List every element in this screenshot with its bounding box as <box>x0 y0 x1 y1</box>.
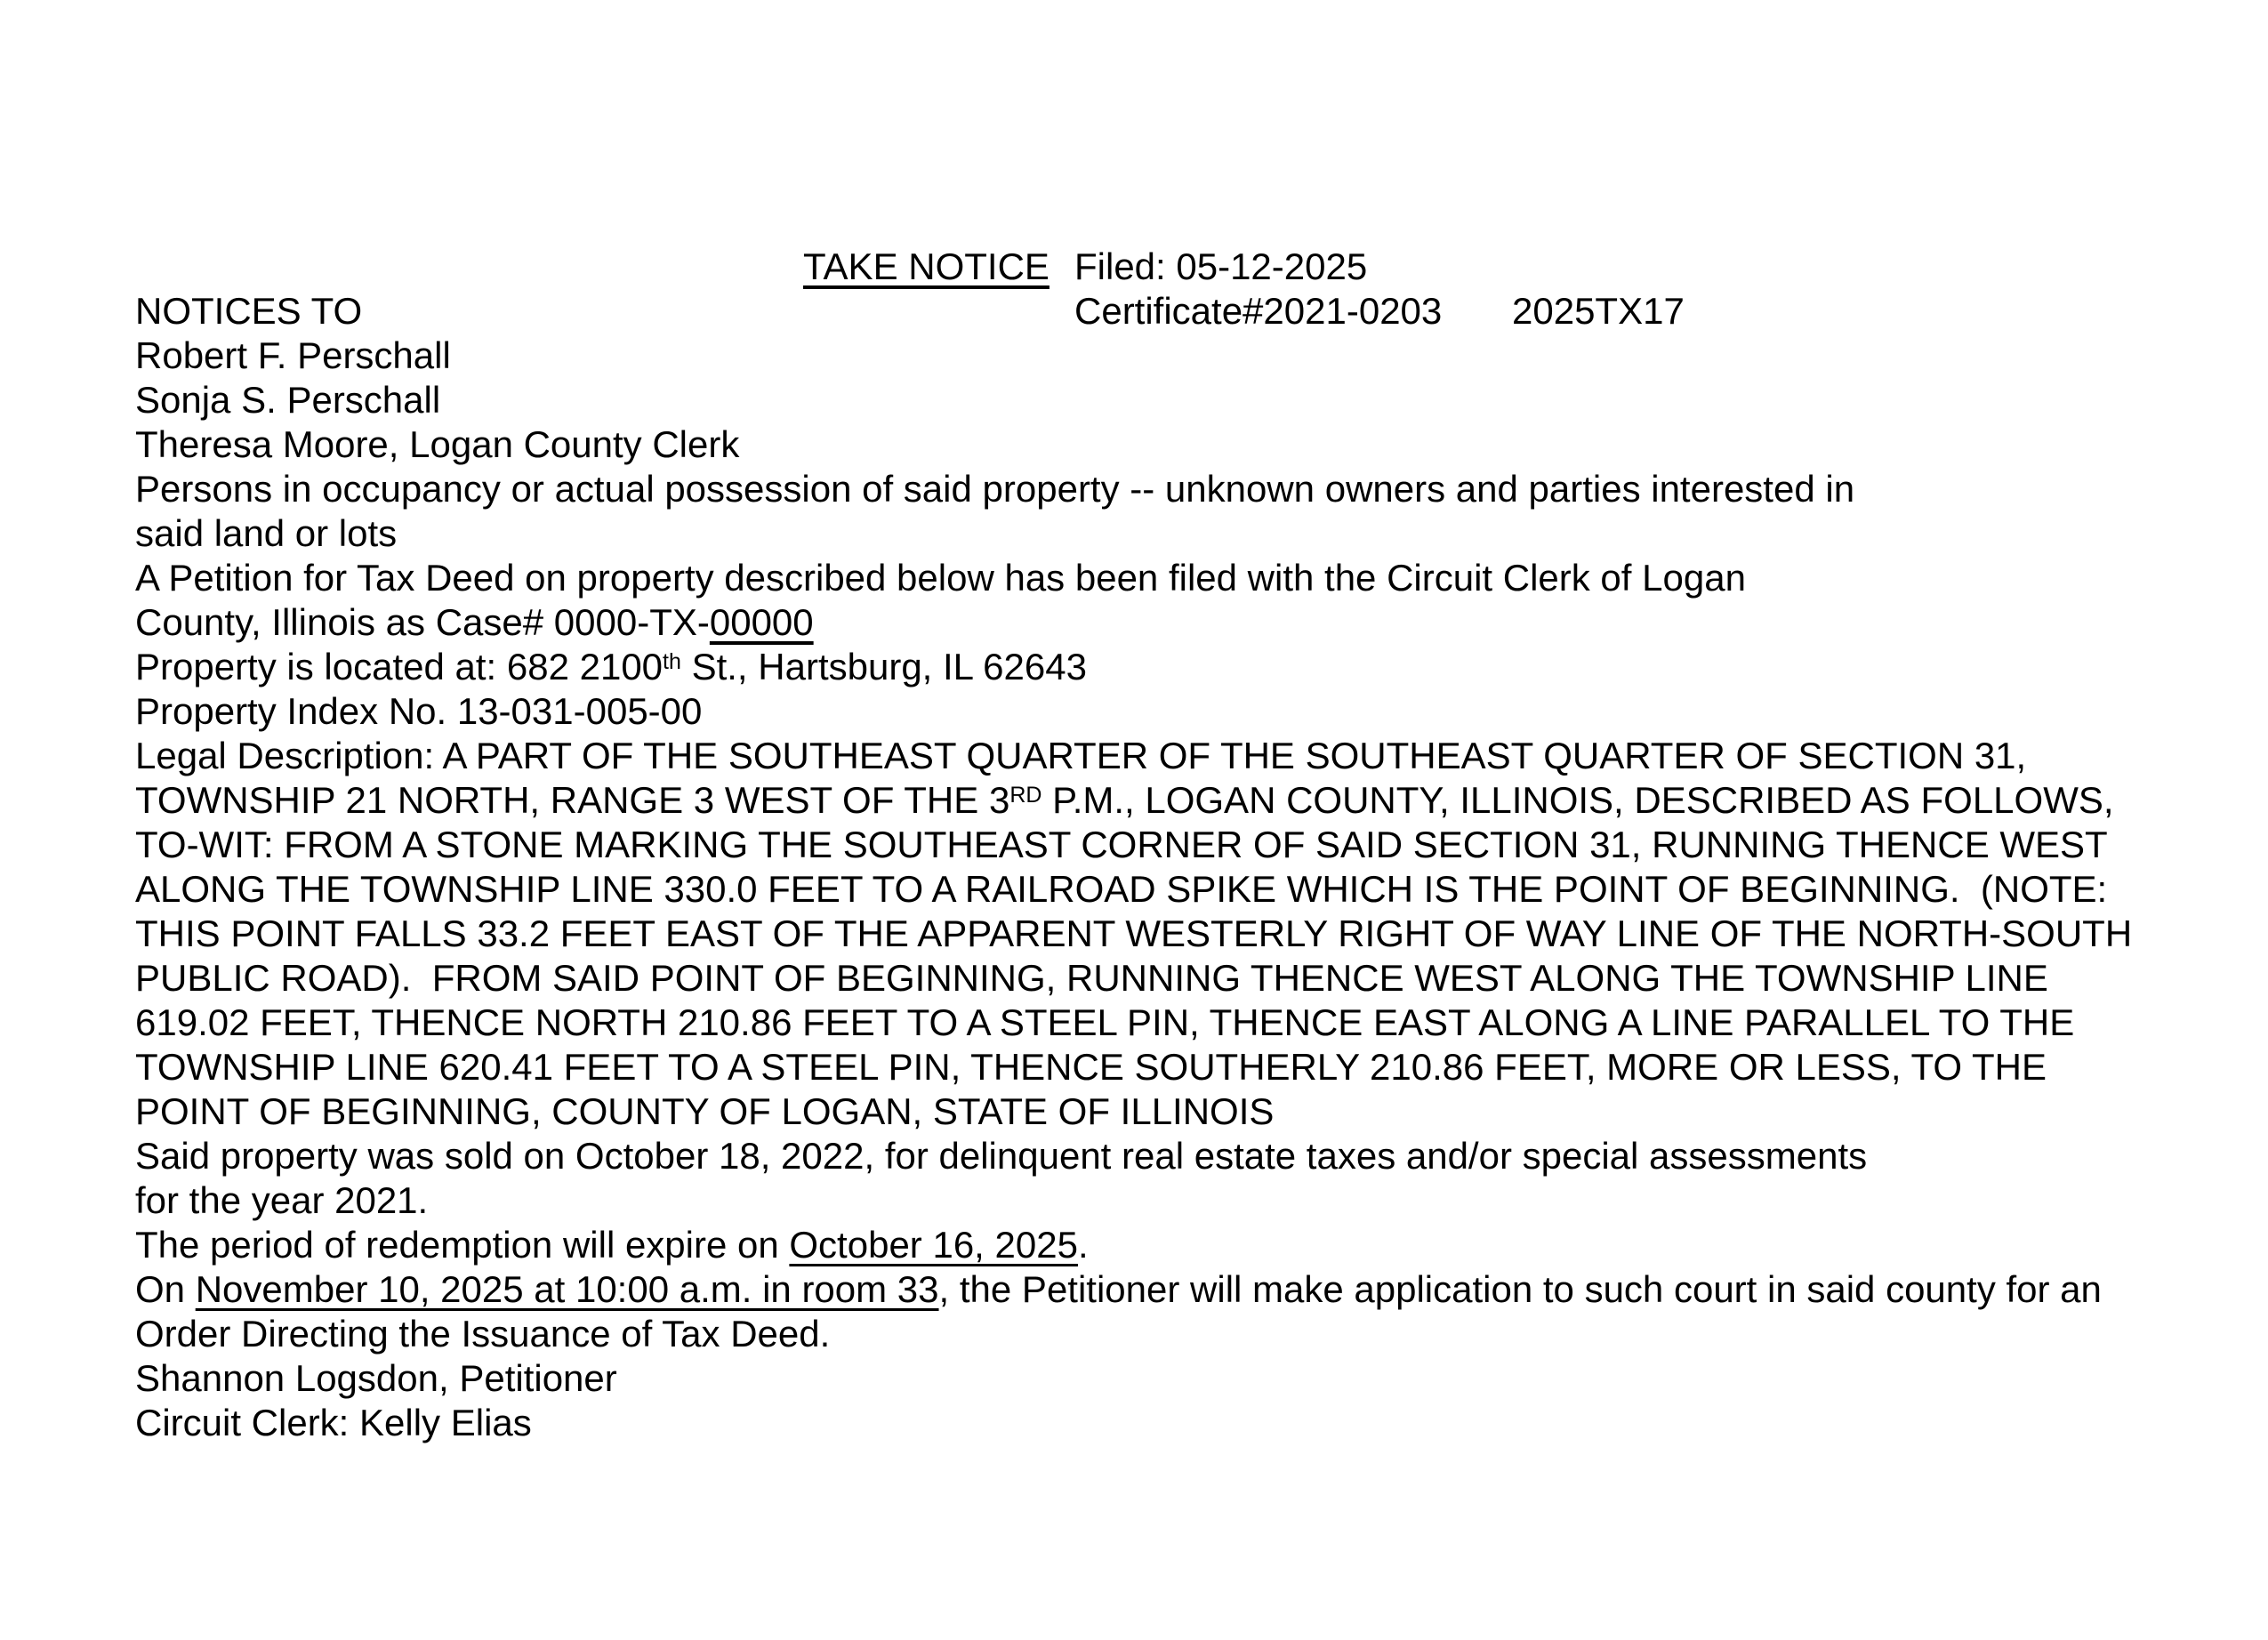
redemption-expiry-date: October 16, 2025 <box>789 1224 1078 1266</box>
hearing-datetime: November 10, 2025 at 10:00 a.m. in room 33 <box>195 1268 939 1310</box>
property-address: St., Hartsburg, IL 62643 <box>680 646 1087 687</box>
property-address-line <box>0 645 2268 689</box>
hearing-line-2 <box>0 1312 2268 1356</box>
filed-date: Filed: 05-12-2025 <box>1074 245 1368 287</box>
legal-description-line-7 <box>0 1001 2268 1045</box>
legal-description-line-6 <box>0 956 2268 1001</box>
sale-text: Said property was sold on October 18, 2022, for delinquent real estate taxes and/or special assessments <box>135 1135 1868 1177</box>
legal-description-line-4 <box>0 867 2268 912</box>
notices-to-label: NOTICES TO <box>135 290 363 332</box>
recipient-name: Theresa Moore, Logan County Clerk <box>135 423 740 465</box>
legal-description-line-9 <box>0 1089 2268 1134</box>
legal-description-text: THIS POINT FALLS 33.2 FEET EAST OF THE APPARENT WESTERLY RIGHT OF WAY LINE OF THE NORTH-SOUTH <box>135 912 2133 954</box>
sale-line-2 <box>0 1178 2268 1223</box>
signature-circuit-clerk <box>0 1401 2268 1445</box>
sale-line-1 <box>0 1134 2268 1178</box>
legal-description-line-2 <box>0 778 2268 823</box>
hearing-text: On <box>135 1268 196 1310</box>
recipient-name-3 <box>0 422 2268 467</box>
ordinal-suffix: th <box>663 649 681 674</box>
legal-description-text: 619.02 FEET, THENCE NORTH 210.86 FEET TO A STEEL PIN, THENCE EAST ALONG A LINE PARALLEL TO THE <box>135 1001 2075 1043</box>
case-number-blank: 00000 <box>709 601 814 643</box>
case-id: 2025TX17 <box>1512 290 1685 332</box>
redemption-line <box>0 1223 2268 1267</box>
legal-description-text: Legal Description: A PART OF THE SOUTHEAST QUARTER OF THE SOUTHEAST QUARTER OF SECTION 31, <box>135 735 2027 776</box>
petition-line-1 <box>0 556 2268 600</box>
legal-description-text: TOWNSHIP LINE 620.41 FEET TO A STEEL PIN, THENCE SOUTHERLY 210.86 FEET, MORE OR LESS, TO THE <box>135 1046 2047 1088</box>
recipient-name: Sonja S. Perschall <box>135 379 441 421</box>
notices-row <box>0 289 2268 334</box>
recipient-name-1 <box>0 334 2268 378</box>
petition-line-2 <box>0 600 2268 645</box>
petitioner-name: Shannon Logsdon, Petitioner <box>135 1357 617 1399</box>
property-address: Property is located at: 682 2100 <box>135 646 664 687</box>
legal-description-line-3 <box>0 823 2268 867</box>
certificate-number: Certificate#2021-0203 <box>1074 290 1443 332</box>
recipient-occupants: said land or lots <box>135 512 398 554</box>
circuit-clerk-name: Circuit Clerk: Kelly Elias <box>135 1402 532 1443</box>
redemption-text: The period of redemption will expire on <box>135 1224 790 1266</box>
legal-description-text: ALONG THE TOWNSHIP LINE 330.0 FEET TO A RAILROAD SPIKE WHICH IS THE POINT OF BEGINNING. (NOTE: <box>135 868 2108 910</box>
hearing-text: Order Directing the Issuance of Tax Deed. <box>135 1313 831 1355</box>
ordinal-suffix: RD <box>1009 783 1042 808</box>
recipient-occupants-line-1 <box>0 467 2268 511</box>
sale-text: for the year 2021. <box>135 1179 429 1221</box>
legal-description-text: PUBLIC ROAD). FROM SAID POINT OF BEGINNING, RUNNING THENCE WEST ALONG THE TOWNSHIP LINE <box>135 957 2048 999</box>
petition-text: A Petition for Tax Deed on property described below has been filed with the Circuit Clerk of Logan <box>135 557 1746 599</box>
legal-description-text: TOWNSHIP 21 NORTH, RANGE 3 WEST OF THE 3 <box>135 779 1010 821</box>
document-title: TAKE NOTICE <box>803 245 1050 287</box>
redemption-text: . <box>1077 1224 1089 1266</box>
take-notice-document <box>0 245 2268 1445</box>
title-row <box>0 245 2268 289</box>
recipient-name: Robert F. Perschall <box>135 334 451 376</box>
legal-description-line-1 <box>0 734 2268 778</box>
hearing-text: , the Petitioner will make application to such court in said county for an <box>938 1268 2102 1310</box>
hearing-line-1 <box>0 1267 2268 1312</box>
legal-description-line-5 <box>0 912 2268 956</box>
legal-description-text: P.M., LOGAN COUNTY, ILLINOIS, DESCRIBED AS FOLLOWS, <box>1042 779 2114 821</box>
signature-petitioner <box>0 1356 2268 1401</box>
legal-description-text: POINT OF BEGINNING, COUNTY OF LOGAN, STATE OF ILLINOIS <box>135 1090 1275 1132</box>
petition-text: County, Illinois as Case# 0000-TX- <box>135 601 710 643</box>
legal-description-text: TO-WIT: FROM A STONE MARKING THE SOUTHEAST CORNER OF SAID SECTION 31, RUNNING THENCE WEST <box>135 824 2108 865</box>
legal-description-line-8 <box>0 1045 2268 1089</box>
recipient-name-2 <box>0 378 2268 422</box>
property-index-number: Property Index No. 13-031-005-00 <box>135 690 703 732</box>
recipient-occupants: Persons in occupancy or actual possession of said property -- unknown owners and parties interested in <box>135 468 1855 510</box>
property-index-line <box>0 689 2268 734</box>
recipient-occupants-line-2 <box>0 511 2268 556</box>
